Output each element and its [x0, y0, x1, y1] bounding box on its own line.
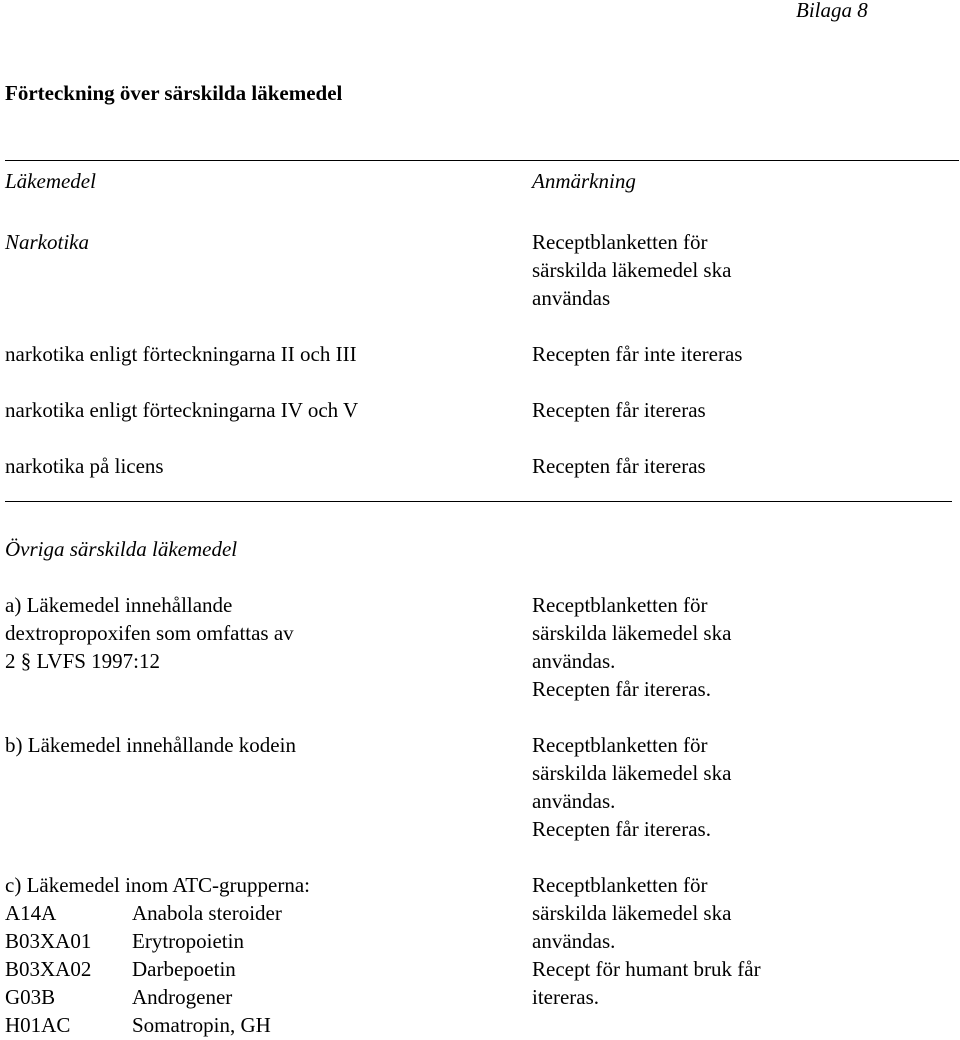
table-top-rule	[5, 160, 959, 161]
name-line: c) Läkemedel inom ATC-grupperna:	[5, 873, 310, 897]
note-line: Receptblanketten för	[532, 593, 708, 617]
narkotika-row-note: Recepten får inte itereras	[532, 342, 743, 366]
note-line: särskilda läkemedel ska	[532, 621, 732, 645]
atc-row	[5, 927, 310, 955]
atc-desc: Erytropoietin	[132, 929, 244, 953]
item-b-note	[532, 731, 731, 843]
column-header-lakemedel: Läkemedel	[5, 169, 96, 193]
note-line: särskilda läkemedel ska	[532, 761, 732, 785]
atc-code: B03XA02	[5, 957, 92, 981]
atc-desc: Anabola steroider	[132, 901, 282, 925]
note-line: särskilda läkemedel ska	[532, 258, 732, 282]
narkotika-heading: Narkotika	[5, 230, 89, 254]
atc-code: A14A	[5, 901, 57, 925]
note-line: Recepten får itereras.	[532, 817, 711, 841]
atc-row	[5, 955, 310, 983]
atc-desc: Somatropin, GH	[132, 1013, 271, 1037]
note-line: användas.	[532, 789, 616, 813]
narkotika-row-name: narkotika enligt förteckningarna II och III	[5, 342, 357, 366]
name-line: b) Läkemedel innehållande kodein	[5, 733, 296, 757]
note-line: särskilda läkemedel ska	[532, 901, 732, 925]
atc-desc: Darbepoetin	[132, 957, 236, 981]
narkotika-row-name: narkotika på licens	[5, 454, 164, 478]
atc-code: H01AC	[5, 1013, 71, 1037]
note-line: användas.	[532, 649, 616, 673]
section-divider	[5, 501, 952, 502]
note-line: Recepten får itereras.	[532, 677, 711, 701]
name-line: a) Läkemedel innehållande	[5, 593, 233, 617]
item-b-name	[5, 731, 296, 759]
name-line: dextropropoxifen som omfattas av	[5, 621, 294, 645]
note-line: Receptblanketten för	[532, 733, 708, 757]
item-a-name	[5, 591, 294, 675]
note-line: Receptblanketten för	[532, 873, 708, 897]
note-line: användas	[532, 286, 611, 310]
narkotika-row-note: Recepten får itereras	[532, 398, 706, 422]
note-line: användas.	[532, 929, 616, 953]
atc-row	[5, 1011, 310, 1039]
atc-row	[5, 983, 310, 1011]
item-c-note	[532, 871, 761, 1011]
note-line: Recept för humant bruk får	[532, 957, 761, 981]
narkotika-note	[532, 228, 731, 312]
item-a-note	[532, 591, 731, 703]
atc-desc: Androgener	[132, 985, 233, 1009]
note-line: Receptblanketten för	[532, 230, 708, 254]
column-header-anmarkning: Anmärkning	[532, 169, 636, 193]
item-c-name	[5, 871, 310, 1039]
annex-label: Bilaga 8	[796, 0, 868, 22]
narkotika-row-name: narkotika enligt förteckningarna IV och V	[5, 398, 359, 422]
atc-row	[5, 899, 310, 927]
atc-code: G03B	[5, 985, 56, 1009]
name-line: 2 § LVFS 1997:12	[5, 649, 161, 673]
atc-code: B03XA01	[5, 929, 92, 953]
note-line: itereras.	[532, 985, 600, 1009]
page-title: Förteckning över särskilda läkemedel	[5, 81, 343, 105]
narkotika-row-note: Recepten får itereras	[532, 454, 706, 478]
ovriga-heading: Övriga särskilda läkemedel	[5, 537, 238, 561]
